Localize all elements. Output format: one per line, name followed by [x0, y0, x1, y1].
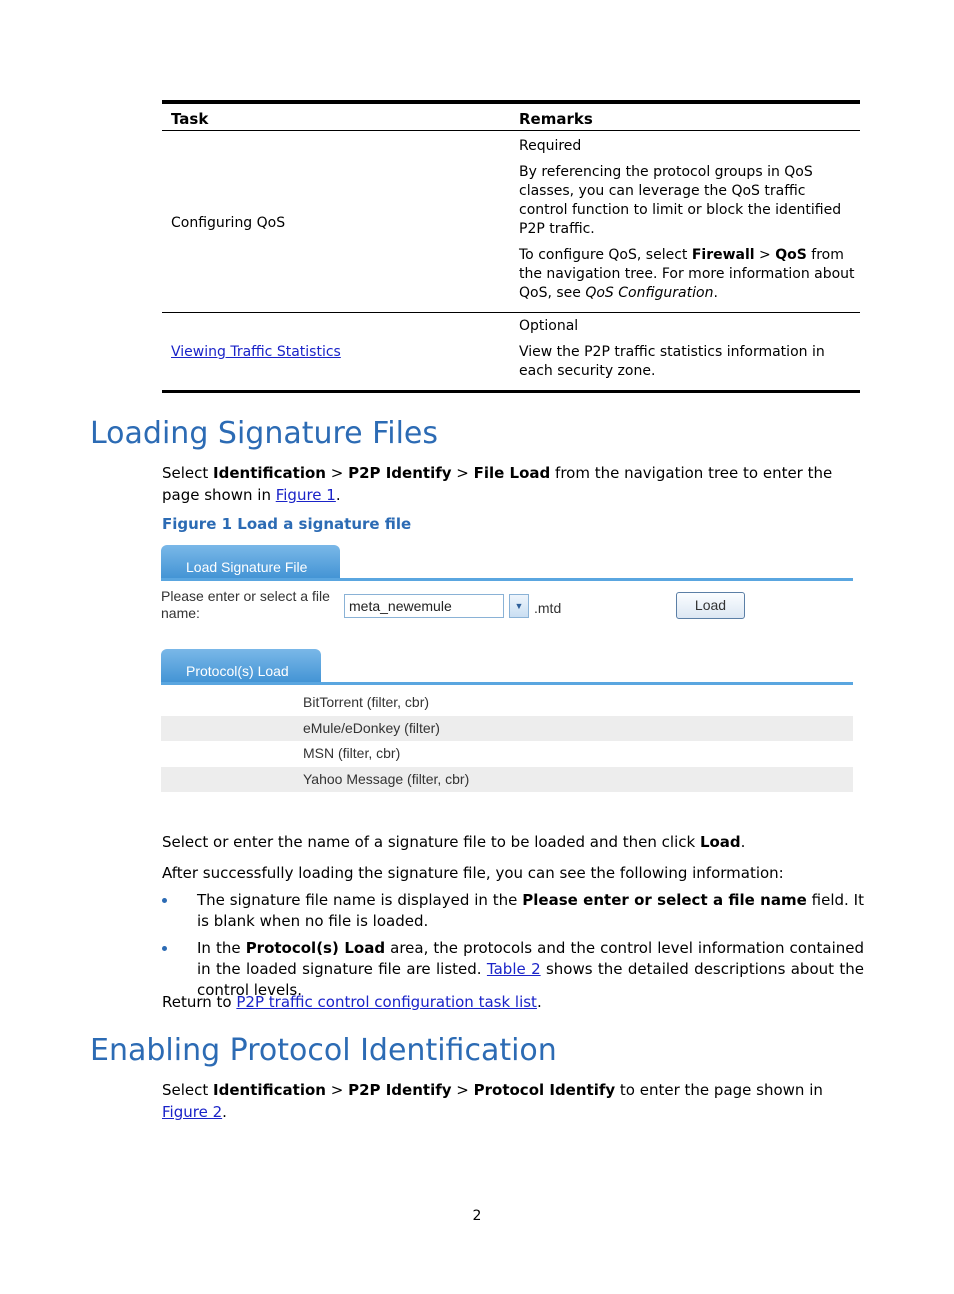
table-row [162, 131, 860, 312]
remarks-cell [511, 137, 860, 310]
remark-description: By referencing the protocol groups in QoS classes, you can leverage the QoS traffic control function to limit or block the identified P2P traffic. [519, 164, 842, 237]
info-bullets [162, 890, 864, 1007]
task-table [162, 100, 860, 393]
list-item: The signature file name is displayed in the Please enter or select a file name field. It is blank when no file is loaded. [162, 890, 864, 932]
header-remarks: Remarks [519, 110, 593, 128]
chevron-down-icon[interactable]: ▼ [509, 594, 529, 618]
task-configuring-qos: Configuring QoS [171, 215, 286, 231]
tab-underline [161, 578, 853, 581]
figure-2-link[interactable]: Figure 2 [162, 1103, 223, 1121]
page-number: 2 [472, 1208, 482, 1224]
list-item: In the Protocol(s) Load area, the protocols and the control level information contained in the loaded signature file are listed. Table 2 shows the detailed descriptions about the control levels. [162, 938, 864, 1001]
file-name-input[interactable]: meta_newemule [344, 594, 504, 618]
task-list-link[interactable]: P2P traffic control configuration task list [236, 993, 537, 1011]
protocol-item: BitTorrent (filter, cbr) [303, 694, 430, 710]
load-instruction: Select or enter the name of a signature file to be loaded and then click Load. [162, 833, 746, 851]
section-title-enabling-protocol-identification: Enabling Protocol Identification [90, 1033, 557, 1068]
header-task: Task [171, 110, 209, 128]
tab-load-signature-file[interactable]: Load Signature File [161, 545, 340, 581]
load-button[interactable]: Load [676, 592, 745, 619]
remark-required: Required [519, 138, 582, 154]
table-row [162, 312, 860, 390]
remark-howto: To configure QoS, select Firewall > QoS from the navigation tree. For more information about QoS, see QoS Configuration. [519, 247, 855, 301]
tab-underline [161, 682, 853, 685]
after-loading-text: After successfully loading the signature file, you can see the following information: [162, 864, 784, 882]
return-text: Return to P2P traffic control configuration task list. [162, 993, 542, 1011]
file-extension: .mtd [534, 600, 562, 616]
protocol-item: Yahoo Message (filter, cbr) [161, 767, 853, 792]
remark-description: View the P2P traffic statistics information in each security zone. [519, 344, 825, 379]
tab-protocols-load[interactable]: Protocol(s) Load [161, 649, 321, 685]
table-2-link[interactable]: Table 2 [486, 960, 541, 978]
bullet-icon [162, 946, 167, 951]
figure-1-link[interactable]: Figure 1 [275, 486, 336, 504]
file-name-label: Please enter or select a file name: [161, 588, 330, 621]
figure-caption: Figure 1 Load a signature file [162, 515, 412, 533]
section-title-loading-signature-files: Loading Signature Files [90, 416, 438, 451]
viewing-traffic-statistics-link[interactable]: Viewing Traffic Statistics [171, 344, 341, 360]
remark-optional: Optional [519, 318, 579, 334]
load-signature-figure [161, 545, 853, 795]
bullet-icon [162, 898, 167, 903]
protocol-item: eMule/eDonkey (filter) [161, 716, 853, 741]
section2-intro: Select Identification > P2P Identify > Protocol Identify to enter the page shown in Figure 2. [162, 1081, 823, 1121]
section1-intro: Select Identification > P2P Identify > File Load from the navigation tree to enter the page shown in Figure 1. [162, 464, 833, 504]
protocol-item: MSN (filter, cbr) [303, 745, 401, 761]
remarks-cell [511, 317, 860, 388]
table-header [162, 104, 860, 131]
